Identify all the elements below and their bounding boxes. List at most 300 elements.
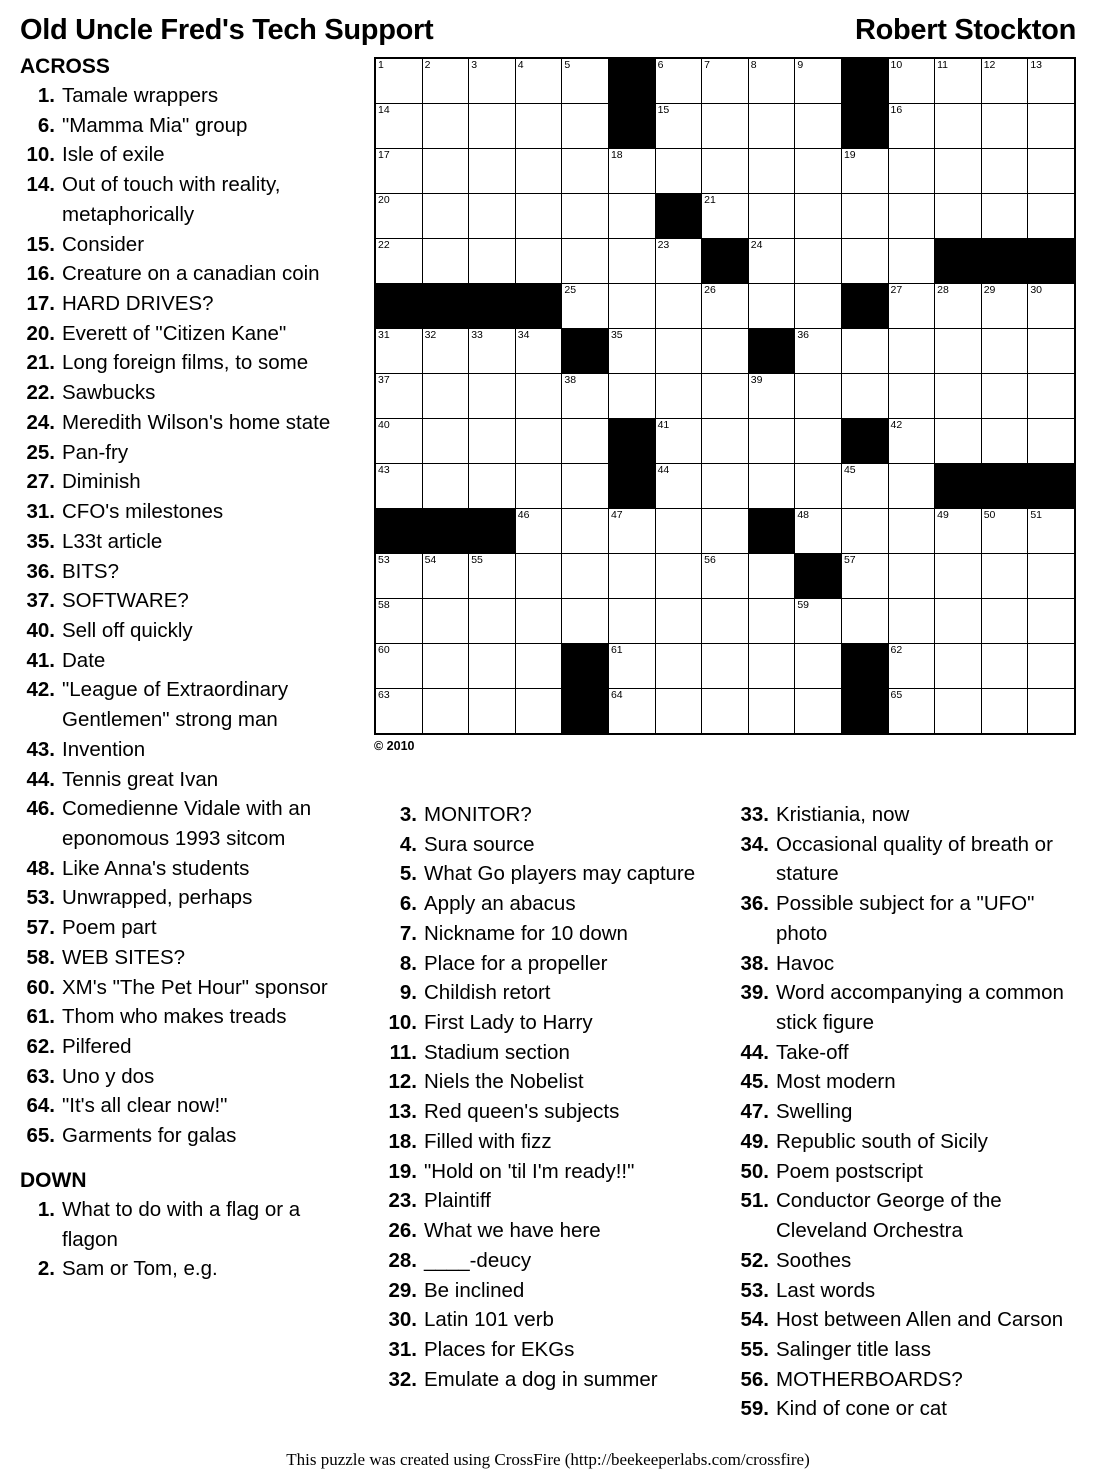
clue-item[interactable] bbox=[382, 1067, 712, 1097]
grid-cell[interactable] bbox=[702, 104, 749, 149]
clue-item[interactable] bbox=[20, 140, 360, 170]
grid-cell[interactable] bbox=[469, 599, 516, 644]
grid-cell[interactable] bbox=[655, 58, 702, 104]
grid-cell-number: 45 bbox=[843, 464, 856, 476]
grid-cell[interactable] bbox=[515, 644, 562, 689]
clue-number: 37. bbox=[26, 589, 55, 613]
grid-cell[interactable] bbox=[608, 239, 655, 284]
clue-item[interactable] bbox=[382, 1246, 712, 1276]
grid-row bbox=[375, 554, 1075, 599]
grid-cell[interactable] bbox=[422, 464, 469, 509]
grid-cell[interactable] bbox=[935, 329, 982, 374]
clue-number: 47. bbox=[740, 1100, 769, 1124]
grid-cell[interactable] bbox=[795, 509, 842, 554]
grid-cell[interactable] bbox=[515, 374, 562, 419]
grid-cell[interactable] bbox=[935, 149, 982, 194]
grid-cell[interactable] bbox=[375, 419, 422, 464]
grid-cell[interactable] bbox=[469, 419, 516, 464]
grid-cell[interactable] bbox=[702, 374, 749, 419]
grid-cell[interactable] bbox=[562, 464, 609, 509]
grid-cell[interactable] bbox=[375, 104, 422, 149]
grid-cell[interactable] bbox=[655, 149, 702, 194]
grid-cell[interactable] bbox=[795, 194, 842, 239]
clue-item[interactable] bbox=[20, 408, 360, 438]
clue-item[interactable] bbox=[20, 1032, 360, 1062]
grid-cell[interactable] bbox=[935, 689, 982, 735]
grid-cell[interactable] bbox=[515, 329, 562, 374]
grid-cell[interactable] bbox=[841, 194, 888, 239]
grid-cell[interactable] bbox=[795, 329, 842, 374]
clue-item[interactable] bbox=[382, 800, 712, 830]
grid-cell[interactable] bbox=[702, 284, 749, 329]
clue-item[interactable] bbox=[20, 1121, 360, 1151]
grid-cell[interactable] bbox=[888, 239, 935, 284]
clue-item[interactable] bbox=[382, 1186, 712, 1216]
clue-item[interactable] bbox=[382, 1365, 712, 1395]
clue-item[interactable] bbox=[20, 1062, 360, 1092]
grid-cell[interactable] bbox=[748, 554, 795, 599]
grid-cell[interactable] bbox=[515, 104, 562, 149]
grid-cell[interactable] bbox=[469, 194, 516, 239]
puzzle-grid[interactable] bbox=[374, 57, 1076, 735]
clue-text: Take-off bbox=[776, 1040, 849, 1064]
grid-row bbox=[375, 374, 1075, 419]
grid-cell[interactable] bbox=[1028, 329, 1075, 374]
clue-item[interactable] bbox=[734, 1335, 1064, 1365]
clue-item[interactable] bbox=[382, 1097, 712, 1127]
clue-item[interactable] bbox=[20, 765, 360, 795]
grid-cell-number: 26 bbox=[704, 284, 716, 296]
clue-text: Red queen's subjects bbox=[424, 1100, 620, 1124]
clue-item[interactable] bbox=[20, 735, 360, 765]
grid-cell[interactable] bbox=[375, 554, 422, 599]
clue-item[interactable] bbox=[20, 1195, 360, 1254]
grid-cell[interactable] bbox=[422, 374, 469, 419]
grid-cell[interactable] bbox=[748, 464, 795, 509]
grid-cell[interactable] bbox=[515, 464, 562, 509]
clue-item[interactable] bbox=[382, 1127, 712, 1157]
grid-cell[interactable] bbox=[748, 689, 795, 735]
clue-number: 59. bbox=[740, 1397, 769, 1421]
clue-text: Everett of "Citizen Kane" bbox=[62, 321, 287, 345]
grid-cell[interactable] bbox=[655, 689, 702, 735]
grid-cell[interactable] bbox=[935, 644, 982, 689]
clue-item[interactable] bbox=[20, 794, 360, 853]
grid-cell[interactable] bbox=[795, 644, 842, 689]
grid-cell[interactable] bbox=[469, 149, 516, 194]
grid-cell[interactable] bbox=[655, 239, 702, 284]
grid-cell[interactable] bbox=[888, 194, 935, 239]
grid-cell[interactable] bbox=[795, 149, 842, 194]
grid-cell[interactable] bbox=[702, 509, 749, 554]
grid-cell[interactable] bbox=[1028, 689, 1075, 735]
grid-cell[interactable] bbox=[469, 689, 516, 735]
grid-cell[interactable] bbox=[981, 284, 1028, 329]
clue-item[interactable] bbox=[20, 81, 360, 111]
grid-cell[interactable] bbox=[935, 58, 982, 104]
grid-cell[interactable] bbox=[562, 554, 609, 599]
grid-cell[interactable] bbox=[515, 599, 562, 644]
grid-cell[interactable] bbox=[841, 554, 888, 599]
grid-cell[interactable] bbox=[748, 284, 795, 329]
grid-cell[interactable] bbox=[702, 149, 749, 194]
grid-cell[interactable] bbox=[422, 329, 469, 374]
clue-text: XM's "The Pet Hour" sponsor bbox=[62, 975, 328, 999]
grid-cell[interactable] bbox=[888, 374, 935, 419]
clue-item[interactable] bbox=[382, 1008, 712, 1038]
clue-item[interactable] bbox=[20, 1091, 360, 1121]
clue-item[interactable] bbox=[20, 1254, 360, 1284]
clue-item[interactable] bbox=[20, 675, 360, 734]
grid-cell[interactable] bbox=[608, 599, 655, 644]
clue-item[interactable] bbox=[382, 1335, 712, 1365]
grid-cell-number: 48 bbox=[797, 509, 810, 521]
grid-cell-number: 9 bbox=[797, 59, 804, 71]
clue-item[interactable] bbox=[20, 289, 360, 319]
grid-cell[interactable] bbox=[888, 464, 935, 509]
grid-cell[interactable] bbox=[422, 58, 469, 104]
grid-cell[interactable] bbox=[702, 644, 749, 689]
clue-item[interactable] bbox=[382, 1038, 712, 1068]
grid-cell[interactable] bbox=[748, 599, 795, 644]
grid-cell[interactable] bbox=[981, 194, 1028, 239]
clue-item[interactable] bbox=[734, 1097, 1064, 1127]
clue-item[interactable] bbox=[734, 1394, 1064, 1424]
grid-cell[interactable] bbox=[935, 509, 982, 554]
clue-text: Long foreign films, to some bbox=[62, 351, 309, 375]
grid-cell[interactable] bbox=[469, 58, 516, 104]
grid-cell[interactable] bbox=[375, 689, 422, 735]
clue-item[interactable] bbox=[734, 1246, 1064, 1276]
grid-cell[interactable] bbox=[562, 239, 609, 284]
grid-cell[interactable] bbox=[981, 149, 1028, 194]
grid-cell[interactable] bbox=[375, 464, 422, 509]
grid-cell[interactable] bbox=[841, 509, 888, 554]
grid-cell[interactable] bbox=[748, 419, 795, 464]
grid-cell[interactable] bbox=[981, 58, 1028, 104]
grid-cell[interactable] bbox=[562, 104, 609, 149]
grid-cell[interactable] bbox=[1028, 419, 1075, 464]
clue-item[interactable] bbox=[382, 830, 712, 860]
clue-item[interactable] bbox=[20, 616, 360, 646]
grid-cell[interactable] bbox=[981, 554, 1028, 599]
clue-item[interactable] bbox=[20, 170, 360, 229]
grid-cell[interactable] bbox=[375, 149, 422, 194]
grid-cell[interactable] bbox=[655, 599, 702, 644]
grid-row bbox=[375, 104, 1075, 149]
grid-cell[interactable] bbox=[702, 58, 749, 104]
grid-cell[interactable] bbox=[981, 599, 1028, 644]
grid-cell[interactable] bbox=[935, 419, 982, 464]
grid-cell[interactable] bbox=[375, 329, 422, 374]
clue-item[interactable] bbox=[382, 1276, 712, 1306]
clue-item[interactable] bbox=[20, 230, 360, 260]
grid-cell[interactable] bbox=[935, 554, 982, 599]
grid-cell[interactable] bbox=[888, 104, 935, 149]
clue-number: 25. bbox=[26, 440, 55, 464]
grid-cell[interactable] bbox=[748, 194, 795, 239]
clue-item[interactable] bbox=[734, 1276, 1064, 1306]
clue-item[interactable] bbox=[20, 646, 360, 676]
clue-item[interactable] bbox=[20, 883, 360, 913]
grid-cell[interactable] bbox=[422, 104, 469, 149]
grid-cell[interactable] bbox=[562, 149, 609, 194]
grid-cell[interactable] bbox=[888, 149, 935, 194]
clue-text: Poem postscript bbox=[776, 1159, 923, 1183]
grid-cell[interactable] bbox=[422, 689, 469, 735]
grid-cell[interactable] bbox=[562, 419, 609, 464]
grid-cell[interactable] bbox=[515, 689, 562, 735]
grid-cell[interactable] bbox=[702, 194, 749, 239]
grid-cell[interactable] bbox=[935, 284, 982, 329]
clue-item[interactable] bbox=[382, 889, 712, 919]
grid-cell[interactable] bbox=[608, 284, 655, 329]
grid-cell[interactable] bbox=[469, 239, 516, 284]
grid-cell[interactable] bbox=[1028, 58, 1075, 104]
grid-cell[interactable] bbox=[655, 644, 702, 689]
clue-item[interactable] bbox=[20, 319, 360, 349]
grid-cell[interactable] bbox=[888, 509, 935, 554]
grid-cell[interactable] bbox=[375, 374, 422, 419]
grid-cell[interactable] bbox=[515, 58, 562, 104]
grid-cell[interactable] bbox=[935, 374, 982, 419]
grid-cell[interactable] bbox=[422, 419, 469, 464]
grid-cell[interactable] bbox=[1028, 599, 1075, 644]
grid-cell[interactable] bbox=[375, 239, 422, 284]
grid-cell[interactable] bbox=[888, 58, 935, 104]
grid-cell[interactable] bbox=[702, 599, 749, 644]
grid-cell[interactable] bbox=[655, 374, 702, 419]
clue-item[interactable] bbox=[20, 527, 360, 557]
grid-cell[interactable] bbox=[981, 329, 1028, 374]
grid-cell[interactable] bbox=[655, 104, 702, 149]
clue-item[interactable] bbox=[734, 800, 1064, 830]
grid-cell[interactable] bbox=[795, 104, 842, 149]
clue-item[interactable] bbox=[734, 1157, 1064, 1187]
clue-text: "It's all clear now!" bbox=[62, 1094, 228, 1118]
clue-item[interactable] bbox=[382, 1157, 712, 1187]
grid-cell[interactable] bbox=[841, 374, 888, 419]
grid-cell[interactable] bbox=[608, 689, 655, 735]
grid-cell[interactable] bbox=[888, 329, 935, 374]
clue-item[interactable] bbox=[20, 497, 360, 527]
clue-item[interactable] bbox=[734, 1038, 1064, 1068]
grid-cell[interactable] bbox=[748, 374, 795, 419]
grid-cell[interactable] bbox=[795, 239, 842, 284]
grid-cell[interactable] bbox=[1028, 644, 1075, 689]
grid-block-cell bbox=[935, 464, 982, 509]
grid-cell[interactable] bbox=[702, 329, 749, 374]
grid-cell[interactable] bbox=[888, 644, 935, 689]
grid-cell[interactable] bbox=[795, 284, 842, 329]
grid-cell[interactable] bbox=[795, 464, 842, 509]
grid-cell[interactable] bbox=[469, 554, 516, 599]
grid-cell[interactable] bbox=[608, 194, 655, 239]
grid-cell[interactable] bbox=[795, 599, 842, 644]
grid-cell[interactable] bbox=[608, 644, 655, 689]
clue-item[interactable] bbox=[20, 557, 360, 587]
clue-item[interactable] bbox=[734, 1186, 1064, 1245]
grid-cell[interactable] bbox=[1028, 194, 1075, 239]
grid-cell-number: 24 bbox=[750, 239, 763, 251]
clue-item[interactable] bbox=[734, 1127, 1064, 1157]
grid-cell[interactable] bbox=[888, 599, 935, 644]
clue-item[interactable] bbox=[20, 259, 360, 289]
grid-cell[interactable] bbox=[469, 329, 516, 374]
grid-cell[interactable] bbox=[375, 58, 422, 104]
grid-cell[interactable] bbox=[888, 689, 935, 735]
grid-cell[interactable] bbox=[469, 104, 516, 149]
grid-cell[interactable] bbox=[562, 599, 609, 644]
clue-text: MONITOR? bbox=[424, 803, 532, 826]
grid-cell[interactable] bbox=[1028, 554, 1075, 599]
grid-cell-number: 8 bbox=[750, 59, 757, 71]
grid-cell[interactable] bbox=[795, 419, 842, 464]
grid-cell[interactable] bbox=[655, 554, 702, 599]
grid-cell[interactable] bbox=[422, 554, 469, 599]
grid-block-cell bbox=[469, 509, 516, 554]
clue-text: Pilfered bbox=[62, 1035, 132, 1058]
grid-cell[interactable] bbox=[981, 104, 1028, 149]
clue-item[interactable] bbox=[734, 978, 1064, 1037]
grid-cell[interactable] bbox=[795, 689, 842, 735]
clue-item[interactable] bbox=[20, 467, 360, 497]
clue-text: Like Anna's students bbox=[62, 856, 250, 880]
grid-cell[interactable] bbox=[841, 599, 888, 644]
clue-item[interactable] bbox=[734, 1365, 1064, 1395]
grid-cell[interactable] bbox=[748, 149, 795, 194]
grid-cell[interactable] bbox=[748, 644, 795, 689]
grid-cell[interactable] bbox=[515, 509, 562, 554]
grid-cell[interactable] bbox=[562, 374, 609, 419]
clue-item[interactable] bbox=[20, 1002, 360, 1032]
clue-item[interactable] bbox=[382, 859, 712, 889]
clue-item[interactable] bbox=[20, 586, 360, 616]
clue-item[interactable] bbox=[20, 438, 360, 468]
grid-cell[interactable] bbox=[702, 419, 749, 464]
clue-item[interactable] bbox=[20, 111, 360, 141]
grid-cell[interactable] bbox=[888, 419, 935, 464]
grid-cell[interactable] bbox=[515, 194, 562, 239]
grid-cell[interactable] bbox=[702, 464, 749, 509]
clue-item[interactable] bbox=[382, 919, 712, 949]
grid-cell[interactable] bbox=[422, 194, 469, 239]
grid-cell[interactable] bbox=[608, 509, 655, 554]
grid-cell[interactable] bbox=[375, 194, 422, 239]
grid-cell-number: 11 bbox=[937, 59, 949, 71]
grid-cell[interactable] bbox=[1028, 509, 1075, 554]
grid-cell[interactable] bbox=[608, 149, 655, 194]
grid-cell[interactable] bbox=[1028, 374, 1075, 419]
clue-item[interactable] bbox=[734, 830, 1064, 889]
clue-item[interactable] bbox=[20, 378, 360, 408]
grid-cell[interactable] bbox=[562, 194, 609, 239]
grid-cell[interactable] bbox=[375, 644, 422, 689]
grid-cell[interactable] bbox=[515, 149, 562, 194]
clue-item[interactable] bbox=[20, 348, 360, 378]
grid-cell[interactable] bbox=[935, 104, 982, 149]
grid-cell[interactable] bbox=[748, 58, 795, 104]
puzzle-grid-container bbox=[368, 53, 1076, 753]
grid-cell[interactable] bbox=[655, 509, 702, 554]
clue-number: 48. bbox=[26, 856, 55, 880]
grid-cell[interactable] bbox=[469, 374, 516, 419]
grid-cell[interactable] bbox=[748, 104, 795, 149]
grid-cell[interactable] bbox=[981, 644, 1028, 689]
grid-cell[interactable] bbox=[1028, 149, 1075, 194]
clue-item[interactable] bbox=[20, 943, 360, 973]
grid-cell[interactable] bbox=[655, 284, 702, 329]
clue-item[interactable] bbox=[20, 854, 360, 884]
grid-cell[interactable] bbox=[935, 599, 982, 644]
grid-cell[interactable] bbox=[515, 239, 562, 284]
grid-cell[interactable] bbox=[422, 599, 469, 644]
grid-cell[interactable] bbox=[841, 239, 888, 284]
grid-cell[interactable] bbox=[562, 58, 609, 104]
clue-item[interactable] bbox=[20, 973, 360, 1003]
grid-cell[interactable] bbox=[935, 194, 982, 239]
clue-item[interactable] bbox=[382, 978, 712, 1008]
grid-cell[interactable] bbox=[888, 284, 935, 329]
grid-cell[interactable] bbox=[702, 554, 749, 599]
clue-item[interactable] bbox=[734, 889, 1064, 948]
grid-cell[interactable] bbox=[981, 689, 1028, 735]
clue-item[interactable] bbox=[382, 949, 712, 979]
grid-cell[interactable] bbox=[655, 419, 702, 464]
grid-cell[interactable] bbox=[1028, 284, 1075, 329]
grid-cell[interactable] bbox=[748, 239, 795, 284]
grid-cell[interactable] bbox=[608, 554, 655, 599]
grid-cell[interactable] bbox=[375, 599, 422, 644]
grid-row bbox=[375, 239, 1075, 284]
grid-cell[interactable] bbox=[1028, 104, 1075, 149]
grid-cell[interactable] bbox=[422, 149, 469, 194]
grid-cell[interactable] bbox=[841, 464, 888, 509]
grid-cell[interactable] bbox=[469, 644, 516, 689]
grid-cell[interactable] bbox=[422, 644, 469, 689]
grid-cell[interactable] bbox=[795, 374, 842, 419]
clue-item[interactable] bbox=[20, 913, 360, 943]
grid-cell[interactable] bbox=[841, 329, 888, 374]
grid-cell[interactable] bbox=[515, 419, 562, 464]
grid-cell[interactable] bbox=[981, 374, 1028, 419]
clue-number: 13. bbox=[388, 1100, 417, 1124]
clue-item[interactable] bbox=[734, 1067, 1064, 1097]
clue-item[interactable] bbox=[382, 1216, 712, 1246]
clue-item[interactable] bbox=[734, 949, 1064, 979]
clue-number: 45. bbox=[740, 1070, 769, 1094]
grid-cell[interactable] bbox=[608, 329, 655, 374]
grid-cell[interactable] bbox=[608, 374, 655, 419]
grid-cell[interactable] bbox=[981, 419, 1028, 464]
grid-cell[interactable] bbox=[515, 554, 562, 599]
grid-block-cell bbox=[981, 239, 1028, 284]
clue-item[interactable] bbox=[734, 1305, 1064, 1335]
grid-cell[interactable] bbox=[795, 58, 842, 104]
grid-cell[interactable] bbox=[422, 239, 469, 284]
grid-cell[interactable] bbox=[469, 464, 516, 509]
grid-cell[interactable] bbox=[655, 464, 702, 509]
grid-cell[interactable] bbox=[562, 509, 609, 554]
grid-cell[interactable] bbox=[655, 329, 702, 374]
clue-number: 15. bbox=[26, 232, 55, 256]
grid-cell[interactable] bbox=[841, 149, 888, 194]
grid-cell[interactable] bbox=[702, 689, 749, 735]
clue-item[interactable] bbox=[382, 1305, 712, 1335]
grid-cell[interactable] bbox=[562, 284, 609, 329]
grid-cell[interactable] bbox=[981, 509, 1028, 554]
grid-cell[interactable] bbox=[888, 554, 935, 599]
